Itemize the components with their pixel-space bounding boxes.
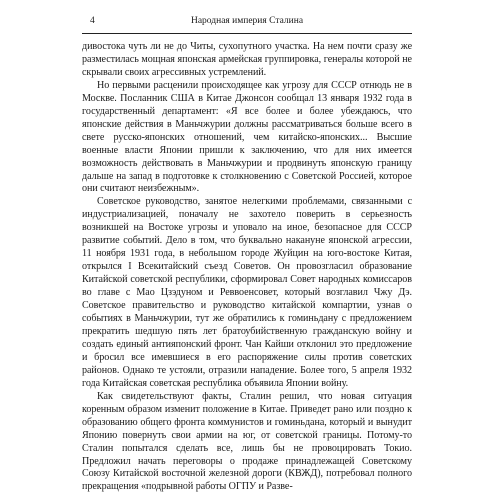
paragraph-4: Как свидетельствуют факты, Сталин решил, что новая ситуация коренным образом изменит положение в Китае. Приведет рано или поздно к образованию общего фронта коммунистов и гоминьдана, который и вынудит Японию повернуть свои армии на юг, от советской границы. Потому-то Сталин попытался сделать все, лишь бы не провоцировать Токио. Предложил начать переговоры о продаже принадлежащей Советскому Союзу Китайской восточной железной дороги (КВЖД), потребовал полного прекращения «подрывной работы ОГПУ и Разве-	[82, 390, 412, 493]
paragraph-3: Советское руководство, занятое нелегкими проблемами, связанными с индустриализацией, поначалу не захотело поверить в серьезность возникшей на Востоке угрозы и уповало на иное, безопасное для СССР развитие событий. Дело в том, что буквально накануне японской агрессии, 11 ноября 1931 года, в небольшом городе Жуйцин на юго-востоке Китая, открылся I Всекитайский съезд Советов. Он провозгласил образование Китайской советской республики, сформировал Совет народных комиссаров во главе с Мао Цзэдуном и Реввоенсовет, который возглавил Чжу Дэ. Советское правительство и руководство китайской компартии, узнав о событиях в Маньчжурии, тут же обратились к гоминьдану с предложением прекратить шедшую пять лет братоубийственную гражданскую войну и создать единый антияпонский фронт. Чан Кайши отклонил это предложение и бросил все имевшиеся в его распоряжение силы против советских районов. Однако те устояли, отразили нападение. Более того, 5 апреля 1932 года Китайская советская республика объявила Японии войну.	[82, 196, 412, 389]
header-rule	[82, 33, 412, 34]
running-title: Народная империя Сталина	[190, 16, 304, 26]
paragraph-1: дивостока чуть ли не до Читы, сухопутного участка. На нем почти сразу же разместилась мощная японская армейская группировка, генералы которой не скрывали своих агрессивных устремлений.	[82, 41, 412, 78]
page-number: 4	[90, 16, 95, 26]
page-body	[82, 41, 412, 494]
book-page	[82, 16, 412, 500]
page-header	[82, 16, 412, 30]
paragraph-2: Но первыми расценили происходящее как угрозу для СССР отнюдь не в Москве. Посланник США в Китае Джонсон сообщал 13 января 1932 года в государственный департамент: «Я все более и более убеждаюсь, что японские действия в Маньчжурии должны рассматриваться больше всего в свете русско-японских отношений, чем китайско-японских... Высшие военные власти Японии пришли к заключению, что для них имеется возможность действовать в Маньчжурии и продвинуть японскую границу дальше на запад в подготовке к столкновению с Советской Россией, которое они считают неизбежным».	[82, 79, 412, 195]
